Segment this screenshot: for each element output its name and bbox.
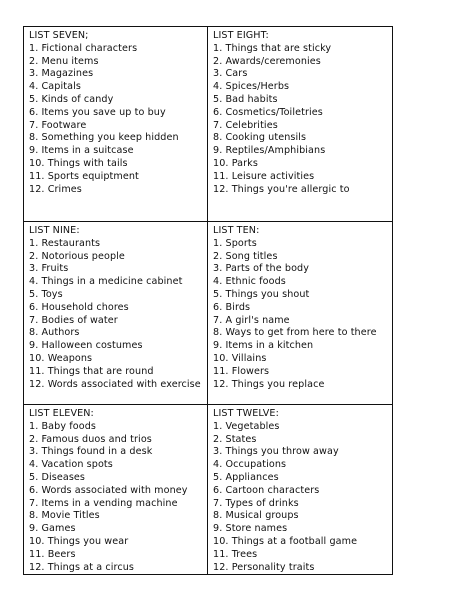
list-item: 5. Bad habits [213, 93, 278, 105]
list-item: 9. Items in a suitcase [29, 145, 134, 157]
list-item: 1. Fictional characters [29, 42, 138, 54]
list-item: 4. Occupations [213, 459, 287, 471]
list-item: 12. Personality traits [213, 561, 315, 573]
list-title: LIST NINE: [29, 225, 80, 236]
list-items [29, 238, 207, 392]
list-item: 10. Things at a football game [213, 535, 358, 547]
list-title: LIST TWELVE: [213, 408, 279, 419]
list-item: 11. Things that are round [29, 365, 154, 377]
list-item: 4. Vacation spots [29, 459, 113, 471]
list-item: 2. Famous duos and trios [29, 433, 152, 445]
lists-grid [23, 26, 393, 575]
list-item: 2. Song titles [213, 250, 278, 262]
list-item: 8. Movie Titles [29, 510, 100, 522]
list-item: 4. Things in a medicine cabinet [29, 276, 183, 288]
list-items [29, 421, 207, 574]
list-seven-cell [24, 27, 208, 222]
list-item: 7. Footware [29, 119, 87, 131]
list-items [29, 43, 207, 197]
list-item: 10. Things with tails [29, 157, 128, 169]
list-item: 12. Things you replace [213, 378, 325, 390]
list-item: 1. Restaurants [29, 237, 101, 249]
list-item: 11. Sports equiptment [29, 170, 139, 182]
list-item: 7. Items in a vending machine [29, 497, 178, 509]
list-item: 11. Beers [29, 548, 76, 560]
list-item: 2. Awards/ceremonies [213, 55, 321, 67]
list-items [213, 43, 392, 197]
list-item: 12. Words associated with exercise [29, 378, 201, 390]
list-items [213, 421, 392, 574]
list-item: 5. Things you shout [213, 288, 310, 300]
list-eight-cell [208, 27, 392, 222]
list-item: 8. Ways to get from here to there [213, 327, 377, 339]
list-item: 9. Items in a kitchen [213, 340, 314, 352]
list-item: 3. Cars [213, 68, 248, 80]
list-item: 7. Celebrities [213, 119, 278, 131]
list-item: 4. Capitals [29, 81, 81, 93]
list-item: 5. Appliances [213, 471, 279, 483]
list-item: 2. States [213, 433, 257, 445]
list-item: 11. Leisure activities [213, 170, 315, 182]
list-item: 3. Fruits [29, 263, 69, 275]
list-item: 2. Menu items [29, 55, 99, 67]
list-item: 7. Types of drinks [213, 497, 299, 509]
list-item: 6. Cosmetics/Toiletries [213, 106, 323, 118]
list-item: 8. Authors [29, 327, 80, 339]
list-item: 11. Trees [213, 548, 258, 560]
list-item: 9. Store names [213, 523, 288, 535]
list-item: 8. Something you keep hidden [29, 132, 179, 144]
list-item: 6. Items you save up to buy [29, 106, 166, 118]
list-item: 6. Cartoon characters [213, 484, 320, 496]
list-item: 5. Diseases [29, 471, 86, 483]
list-item: 1. Sports [213, 237, 257, 249]
list-item: 9. Halloween costumes [29, 340, 143, 352]
list-eleven-cell [24, 405, 208, 574]
list-item: 3. Things you throw away [213, 446, 339, 458]
list-item: 12. Things you're allergic to [213, 183, 350, 195]
list-item: 11. Flowers [213, 365, 270, 377]
list-item: 12. Crimes [29, 183, 82, 195]
list-item: 9. Reptiles/Amphibians [213, 145, 326, 157]
list-nine-cell [24, 222, 208, 405]
list-item: 5. Toys [29, 288, 63, 300]
list-item: 1. Baby foods [29, 420, 96, 432]
list-ten-cell [208, 222, 392, 405]
list-item: 7. A girl's name [213, 314, 290, 326]
list-item: 2. Notorious people [29, 250, 125, 262]
list-item: 3. Things found in a desk [29, 446, 153, 458]
list-item: 8. Musical groups [213, 510, 299, 522]
list-title: LIST EIGHT: [213, 30, 269, 41]
list-item: 4. Spices/Herbs [213, 81, 290, 93]
list-title: LIST SEVEN; [29, 30, 89, 41]
list-item: 6. Birds [213, 301, 251, 313]
list-item: 8. Cooking utensils [213, 132, 307, 144]
list-twelve-cell [208, 405, 392, 574]
list-item: 1. Vegetables [213, 420, 280, 432]
list-item: 5. Kinds of candy [29, 93, 114, 105]
list-items [213, 238, 392, 392]
list-item: 10. Villains [213, 352, 267, 364]
list-item: 10. Things you wear [29, 535, 129, 547]
list-item: 1. Things that are sticky [213, 42, 332, 54]
list-item: 3. Parts of the body [213, 263, 310, 275]
list-item: 7. Bodies of water [29, 314, 118, 326]
list-item: 4. Ethnic foods [213, 276, 286, 288]
list-item: 10. Parks [213, 157, 258, 169]
list-item: 6. Words associated with money [29, 484, 188, 496]
list-item: 6. Household chores [29, 301, 129, 313]
list-item: 12. Things at a circus [29, 561, 134, 573]
list-title: LIST TEN: [213, 225, 260, 236]
list-title: LIST ELEVEN: [29, 408, 94, 419]
list-item: 9. Games [29, 523, 76, 535]
list-item: 3. Magazines [29, 68, 94, 80]
list-item: 10. Weapons [29, 352, 93, 364]
